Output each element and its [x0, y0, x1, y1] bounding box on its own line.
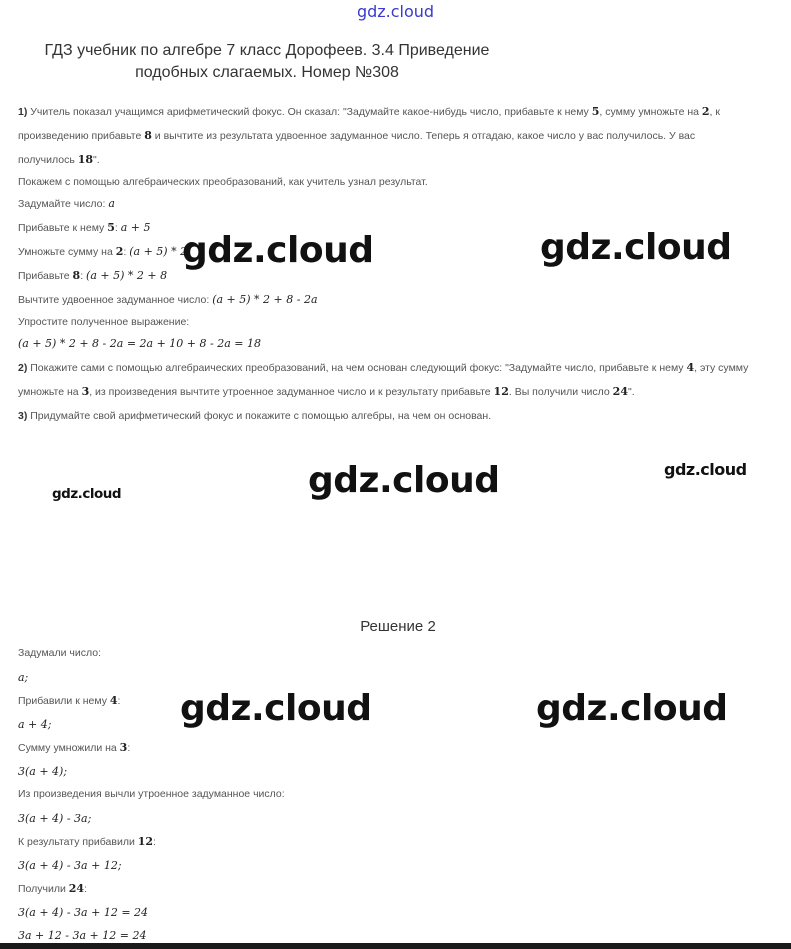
step-label: Задумайте число: — [18, 198, 109, 210]
solution-title: Решение 2 — [360, 618, 436, 635]
step-sep: : — [84, 883, 88, 895]
step-sep: : — [117, 695, 121, 707]
task-p2-line-2 — [18, 380, 778, 404]
num: 5 — [591, 105, 600, 118]
step-label: Прибавьте к нему — [18, 222, 108, 234]
task-number-2: 2) — [18, 362, 28, 374]
solution-step-3-label — [18, 736, 778, 760]
task-step-1 — [18, 192, 778, 216]
watermark: gdz.cloud — [536, 688, 728, 729]
task-p2-text: умножьте на — [18, 386, 82, 398]
task-p1-text: произведению прибавьте — [18, 130, 145, 142]
site-logo[interactable]: gdz.cloud — [356, 2, 435, 21]
step-math: 3(a + 4) - 3a + 12 = 24 — [18, 905, 149, 919]
solution-step-2-math — [18, 713, 778, 737]
solution-text — [18, 642, 778, 948]
num: 4 — [109, 694, 118, 707]
num: 12 — [493, 385, 509, 398]
bottom-bar — [0, 943, 791, 949]
task-p1-line-1 — [18, 100, 778, 124]
task-line-4: Покажем с помощью алгебраических преобразований, как учитель узнал результат. — [18, 176, 428, 188]
task-p1-text: ". — [93, 154, 100, 166]
page-title — [0, 40, 534, 84]
step-math: 3(a + 4) - 3a; — [18, 811, 92, 825]
solution-step-5-math — [18, 854, 778, 878]
num: 2 — [701, 105, 710, 118]
task-step-6-label: Упростите полученное выражение: — [18, 316, 190, 328]
step-sep: : — [153, 836, 156, 848]
task-p2-text: . Вы получили число — [508, 386, 613, 398]
task-p2-text: Покажите сами с помощью алгебраических преобразований, на чем основан следующий фокус: "Задумайте число, прибавьте к нему — [27, 362, 687, 374]
step-math: (a + 5) * 2 — [129, 245, 188, 258]
step-label: Вычтите удвоенное задуманное число: — [18, 294, 213, 306]
step-sep: : — [114, 222, 121, 234]
task-p2-text: , из произведения вычтите утроенное задуманное число и к результату прибавьте — [89, 386, 494, 398]
step-label: Прибавили к нему — [18, 695, 110, 707]
step-math: 3(a + 4) - 3a + 12; — [18, 858, 122, 872]
solution-step-1-math — [18, 666, 778, 690]
solution-step-4-label: Из произведения вычли утроенное задуманное число: — [18, 788, 285, 800]
watermark: gdz.cloud — [180, 688, 372, 729]
solution-step-4-math — [18, 807, 778, 831]
task-p1-text: и вычтите из результата удвоенное задуманное число. Теперь я отгадаю, какое число у вас получилось. У вас — [151, 130, 696, 142]
step-math: 3a + 12 - 3a + 12 = 24 — [18, 929, 147, 942]
task-p1-text: Учитель показал учащимся арифметический фокус. Он сказал: "Задумайте какое-нибудь число, прибавьте к нему — [27, 106, 592, 118]
watermark: gdz.cloud — [52, 486, 121, 502]
step-math: (a + 5) * 2 + 8 - 2a — [212, 293, 318, 306]
step-math: a + 5 — [120, 221, 151, 234]
task-p3-text: Придумайте свой арифметический фокус и покажите с помощью алгебры, на чем он основан. — [27, 410, 492, 422]
task-step-5 — [18, 288, 778, 312]
num: 3 — [119, 741, 128, 754]
step-label: Получили — [18, 883, 69, 895]
num: 8 — [144, 129, 152, 142]
page-title-line-1: ГДЗ учебник по алгебре 7 класс Дорофеев. 3.4 Приведение — [44, 42, 490, 59]
solution-step-5-label — [18, 830, 778, 854]
task-p1-text: , к — [709, 106, 720, 118]
step-sep: : — [80, 270, 87, 282]
step-math: (a + 5) * 2 + 8 — [86, 269, 168, 282]
solution-step-6-math — [18, 901, 778, 925]
solution-step-3-math — [18, 760, 778, 784]
step-math: a — [108, 197, 115, 210]
task-p1-text: получилось — [18, 154, 78, 166]
task-p2-text: , эту сумму — [694, 362, 749, 374]
watermark: gdz.cloud — [182, 230, 374, 271]
num: 12 — [137, 835, 154, 848]
num: 24 — [68, 882, 85, 895]
num: 5 — [107, 221, 115, 234]
watermark: gdz.cloud — [664, 460, 747, 479]
solution-step-6-label — [18, 877, 778, 901]
task-p2-line-1 — [18, 356, 778, 380]
task-p1-line-3 — [18, 148, 778, 172]
step-label: Прибавьте — [18, 270, 73, 282]
step-math: a; — [18, 670, 29, 684]
step-sep: : — [127, 742, 131, 754]
num: 4 — [686, 361, 695, 374]
step-label: Сумму умножили на — [18, 742, 120, 754]
watermark: gdz.cloud — [540, 227, 732, 268]
page-title-line-2: подобных слагаемых. Номер №308 — [135, 64, 399, 81]
task-number-3: 3) — [18, 410, 28, 422]
num: 18 — [77, 153, 94, 166]
step-math: (a + 5) * 2 + 8 - 2a = 2a + 10 + 8 - 2a = 18 — [18, 337, 261, 350]
task-p2-text: ". — [627, 386, 635, 398]
task-p1-text: , сумму умножьте на — [599, 106, 702, 118]
step-label: Умножьте сумму на — [18, 246, 116, 258]
task-p3 — [18, 404, 778, 428]
solution-step-1-label: Задумали число: — [18, 647, 101, 659]
watermark: gdz.cloud — [308, 460, 500, 501]
num: 2 — [115, 245, 124, 258]
task-number-1: 1) — [18, 106, 28, 118]
task-step-6-math — [18, 332, 778, 356]
task-p1-line-2 — [18, 124, 778, 148]
step-math: 3(a + 4); — [18, 764, 68, 778]
num: 8 — [72, 269, 81, 282]
num: 3 — [81, 385, 90, 398]
step-math: a + 4; — [18, 717, 52, 731]
solution-step-2-label — [18, 689, 778, 713]
step-label: К результату прибавили — [18, 836, 138, 848]
step-sep: : — [123, 246, 130, 258]
num: 24 — [612, 385, 628, 398]
